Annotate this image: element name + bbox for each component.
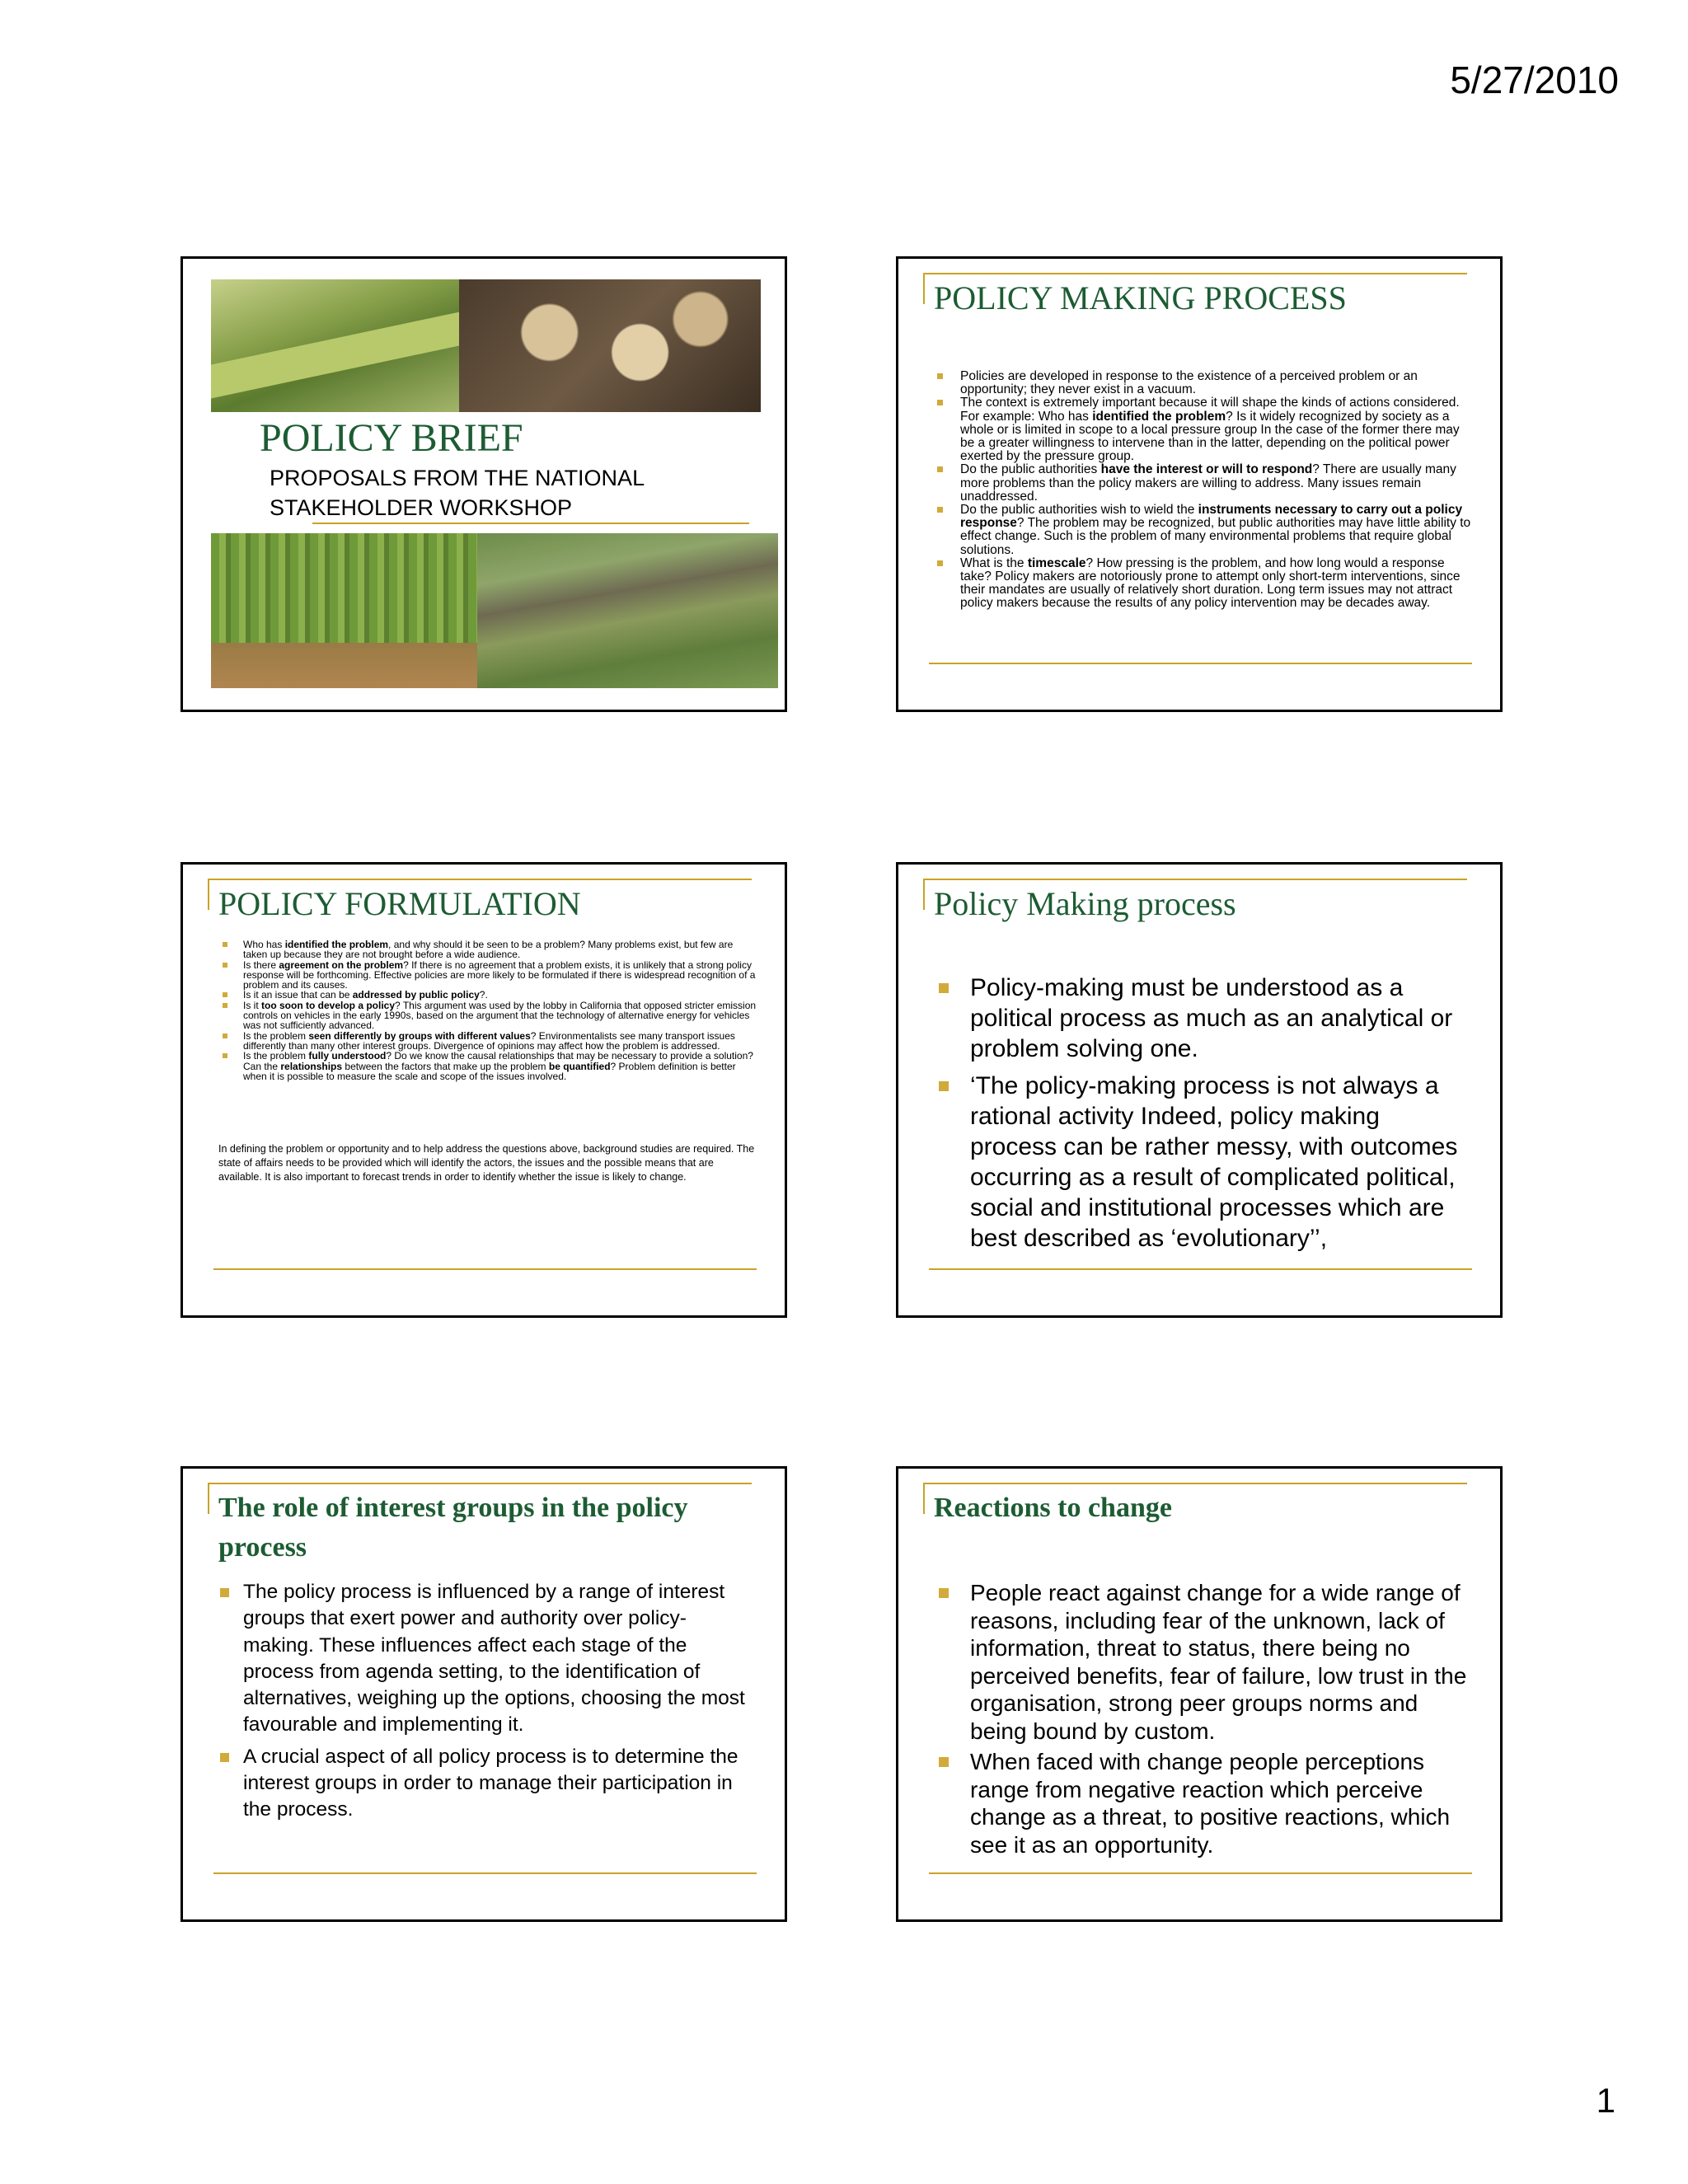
bottom-rule <box>213 1872 757 1874</box>
bottom-rule <box>929 663 1472 664</box>
slide-title: The role of interest groups in the policy process <box>218 1493 688 1563</box>
bullet-list <box>935 1579 1471 1862</box>
list-item: ‘The policy-making process is not always a rational activity Indeed, policy making process can be rather messy, with outcomes occurring as a result of complicated political, social and institutional processes which are best described as ‘evolutionary’’, <box>935 1071 1463 1254</box>
slide-title: POLICY FORMULATION <box>218 885 581 922</box>
list-item: Do the public authorities wish to wield the instruments necessary to carry out a policy response? The problem may be recognized, but public authorities may have little ability to effect change. Such is the problem of many environmental problems that require global solutions. <box>934 504 1474 557</box>
slide-interest-groups <box>181 1466 787 1922</box>
slide-title: Reactions to change <box>934 1493 1172 1523</box>
bullet-list <box>218 940 758 1081</box>
slide-subtitle: PROPOSALS FROM THE NATIONAL STAKEHOLDER WORKSHOP <box>270 466 645 520</box>
list-item: Is the problem seen differently by groups with different values? Environmentalists see many transport issues differently than many other interest groups. Divergence of opinions may affect how the problem is addressed. <box>218 1031 758 1052</box>
page-date: 5/27/2010 <box>1450 59 1619 101</box>
slide-policy-making-process <box>896 256 1503 712</box>
slide-title: Policy Making process <box>934 885 1236 922</box>
bullet-list <box>218 1579 754 1829</box>
bottom-rule <box>929 1872 1472 1874</box>
page-number: 1 <box>1596 2081 1615 2120</box>
list-item: The context is extremely important because it will shape the kinds of actions considered. For example: Who has identified the problem? Is it widely recognized by society as a whole or is limited in scope to a local pressure group In the case of the former there may be a greater willingness to intervene than in the latter, depending on the political power exerted by the pressure group. <box>934 396 1474 463</box>
list-item: People react against change for a wide range of reasons, including fear of the unknown, lack of information, threat to status, there being no perceived benefits, fear of failure, low trust in the organisation, strong peer groups norms and being bound by custom. <box>935 1579 1471 1745</box>
list-item: When faced with change people perceptions range from negative reaction which perceive change as a threat, to positive reactions, which see it as an opportunity. <box>935 1748 1471 1858</box>
termites-photo <box>459 279 761 412</box>
bottom-rule <box>929 1268 1472 1270</box>
list-item: Who has identified the problem, and why should it be seen to be a problem? Many problems exist, but few are taken up because they are not brought before a wide audience. <box>218 940 758 960</box>
slide-reactions-to-change <box>896 1466 1503 1922</box>
list-item: Is there agreement on the problem? If there is no agreement that a problem exists, it is unlikely that a strong policy response will be forthcoming. Effective policies are more likely to be formulated if there is widespread recognition of a problem and its causes. <box>218 960 758 991</box>
bullet-list <box>934 370 1474 611</box>
list-item: Policies are developed in response to the existence of a perceived problem or an opportunity; they never exist in a vacuum. <box>934 370 1474 396</box>
slide-title: POLICY BRIEF <box>260 416 523 460</box>
list-item: Is the problem fully understood? Do we know the causal relationships that may be necessary to provide a solution? Can the relationships between the factors that make up the problem be quantified? Problem definition is better when it is possible to measure the scale and scope of the issues involved. <box>218 1051 758 1081</box>
ant-photo <box>211 279 459 412</box>
bullet-list <box>935 972 1463 1260</box>
terraced-field-photo <box>477 533 778 688</box>
list-item: A crucial aspect of all policy process is to determine the interest groups in order to manage their participation in the process. <box>218 1744 754 1824</box>
divider <box>312 523 749 524</box>
bottom-rule <box>213 1268 757 1270</box>
slide-policy-formulation <box>181 862 787 1318</box>
list-item: Is it too soon to develop a policy? This argument was used by the lobby in California that opposed stricter emission controls on vehicles in the early 1990s, based on the argument that the technology of alternative energy for vehicles was not sufficiently advanced. <box>218 1001 758 1031</box>
slide-policy-making-process-2 <box>896 862 1503 1318</box>
list-item: Policy-making must be understood as a political process as much as an analytical or problem solving one. <box>935 972 1463 1064</box>
slide-policy-brief <box>181 256 787 712</box>
list-item: Is it an issue that can be addressed by public policy?. <box>218 990 758 1000</box>
crop-field-photo <box>211 533 477 688</box>
list-item: What is the timescale? How pressing is the problem, and how long would a response take? Policy makers are notoriously prone to attempt only short-term interventions, since their mandates are usually of relatively short duration. Long term issues may not attract policy makers because the results of any policy intervention may be decades away. <box>934 557 1474 611</box>
list-item: The policy process is influenced by a range of interest groups that exert power and authority over policy-making. These influences affect each stage of the process from agenda setting, to the identification of alternatives, weighing up the options, choosing the most favourable and implementing it. <box>218 1579 754 1739</box>
slide-paragraph: In defining the problem or opportunity and to help address the questions above, background studies are required. The state of affairs needs to be provided which will identify the actors, the issues and the possible means that are available. It is also important to forecast trends in order to identify whether the issue is likely to change. <box>218 1143 755 1183</box>
slide-title: POLICY MAKING PROCESS <box>934 279 1347 316</box>
list-item: Do the public authorities have the interest or will to respond? There are usually many more problems than the policy makers are willing to address. Many issues remain unaddressed. <box>934 463 1474 504</box>
